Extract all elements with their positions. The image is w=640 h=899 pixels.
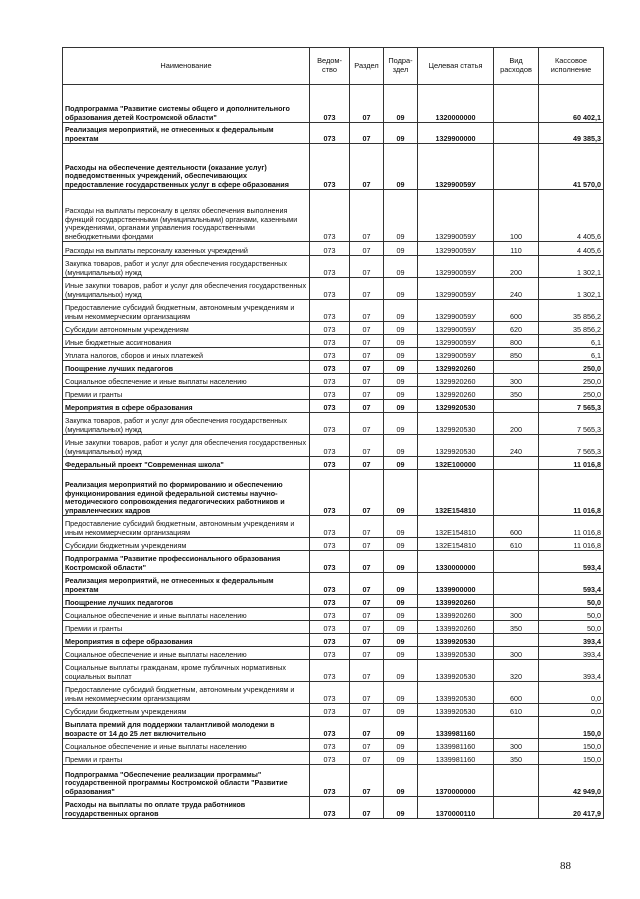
row-name: Иные закупки товаров, работ и услуг для обеспечения государственных (муниципальных) нужд xyxy=(63,435,310,457)
row-expense-type: 200 xyxy=(494,256,539,278)
row-target-article: 1339920260 xyxy=(418,608,494,621)
row-subsection: 09 xyxy=(384,190,418,242)
table-row xyxy=(63,123,604,144)
table-row xyxy=(63,739,604,752)
row-department: 073 xyxy=(310,144,350,190)
row-section: 07 xyxy=(350,335,384,348)
row-name: Социальное обеспечение и иные выплаты населению xyxy=(63,647,310,660)
row-department: 073 xyxy=(310,123,350,144)
row-name: Подпрограмма "Обеспечение реализации программы" государственной программы Костромской области "Развитие образования" xyxy=(63,765,310,797)
row-subsection: 09 xyxy=(384,660,418,682)
row-name: Расходы на выплаты по оплате труда работников государственных органов xyxy=(63,797,310,819)
row-department: 073 xyxy=(310,739,350,752)
table-row xyxy=(63,387,604,400)
row-name: Реализация мероприятий, не отнесенных к федеральным проектам xyxy=(63,123,310,144)
row-section: 07 xyxy=(350,374,384,387)
row-subsection: 09 xyxy=(384,123,418,144)
row-subsection: 09 xyxy=(384,387,418,400)
table-row xyxy=(63,457,604,470)
row-amount: 393,4 xyxy=(539,660,604,682)
row-department: 073 xyxy=(310,752,350,765)
row-department: 073 xyxy=(310,387,350,400)
row-subsection: 09 xyxy=(384,634,418,647)
row-target-article: 132E154810 xyxy=(418,516,494,538)
header-expense-type: Вид расходов xyxy=(494,48,539,85)
row-target-article: 1329920530 xyxy=(418,435,494,457)
row-section: 07 xyxy=(350,752,384,765)
row-department: 073 xyxy=(310,704,350,717)
row-department: 073 xyxy=(310,300,350,322)
row-section: 07 xyxy=(350,387,384,400)
row-amount: 250,0 xyxy=(539,387,604,400)
row-target-article: 1339900000 xyxy=(418,573,494,595)
row-subsection: 09 xyxy=(384,322,418,335)
row-section: 07 xyxy=(350,470,384,516)
row-name: Субсидии бюджетным учреждениям xyxy=(63,704,310,717)
row-target-article: 1339920530 xyxy=(418,682,494,704)
row-target-article: 1329900000 xyxy=(418,123,494,144)
row-amount: 7 565,3 xyxy=(539,413,604,435)
header-section: Раздел xyxy=(350,48,384,85)
row-amount: 11 016,8 xyxy=(539,457,604,470)
row-section: 07 xyxy=(350,144,384,190)
row-section: 07 xyxy=(350,682,384,704)
row-section: 07 xyxy=(350,634,384,647)
table-row xyxy=(63,538,604,551)
row-subsection: 09 xyxy=(384,278,418,300)
table-row xyxy=(63,335,604,348)
row-amount: 35 856,2 xyxy=(539,300,604,322)
table-row xyxy=(63,300,604,322)
row-section: 07 xyxy=(350,400,384,413)
row-subsection: 09 xyxy=(384,682,418,704)
row-target-article: 1339920260 xyxy=(418,621,494,634)
row-name: Премии и гранты xyxy=(63,752,310,765)
row-name: Премии и гранты xyxy=(63,387,310,400)
row-target-article: 132990059У xyxy=(418,144,494,190)
row-department: 073 xyxy=(310,647,350,660)
row-target-article: 132990059У xyxy=(418,190,494,242)
table-row xyxy=(63,752,604,765)
row-subsection: 09 xyxy=(384,538,418,551)
row-expense-type: 110 xyxy=(494,242,539,256)
row-amount: 250,0 xyxy=(539,374,604,387)
table-row xyxy=(63,361,604,374)
row-section: 07 xyxy=(350,278,384,300)
row-section: 07 xyxy=(350,123,384,144)
table-row xyxy=(63,660,604,682)
table-row xyxy=(63,551,604,573)
row-department: 073 xyxy=(310,717,350,739)
row-department: 073 xyxy=(310,374,350,387)
row-section: 07 xyxy=(350,765,384,797)
row-section: 07 xyxy=(350,797,384,819)
row-name: Поощрение лучших педагогов xyxy=(63,595,310,608)
row-subsection: 09 xyxy=(384,765,418,797)
row-department: 073 xyxy=(310,538,350,551)
table-row xyxy=(63,190,604,242)
row-subsection: 09 xyxy=(384,704,418,717)
table-row xyxy=(63,647,604,660)
row-expense-type: 600 xyxy=(494,516,539,538)
row-expense-type: 610 xyxy=(494,538,539,551)
table-row xyxy=(63,278,604,300)
row-amount: 7 565,3 xyxy=(539,400,604,413)
row-section: 07 xyxy=(350,413,384,435)
row-department: 073 xyxy=(310,457,350,470)
row-subsection: 09 xyxy=(384,144,418,190)
row-amount: 250,0 xyxy=(539,361,604,374)
row-department: 073 xyxy=(310,470,350,516)
row-amount: 150,0 xyxy=(539,752,604,765)
row-expense-type xyxy=(494,361,539,374)
row-target-article: 132990059У xyxy=(418,322,494,335)
row-department: 073 xyxy=(310,797,350,819)
row-target-article: 1329920260 xyxy=(418,374,494,387)
row-section: 07 xyxy=(350,322,384,335)
row-amount: 11 016,8 xyxy=(539,516,604,538)
row-department: 073 xyxy=(310,348,350,361)
table-row xyxy=(63,413,604,435)
row-subsection: 09 xyxy=(384,413,418,435)
row-target-article: 132990059У xyxy=(418,348,494,361)
row-subsection: 09 xyxy=(384,752,418,765)
row-target-article: 1329920530 xyxy=(418,400,494,413)
row-department: 073 xyxy=(310,413,350,435)
row-subsection: 09 xyxy=(384,374,418,387)
row-name: Иные закупки товаров, работ и услуг для обеспечения государственных (муниципальных) нужд xyxy=(63,278,310,300)
row-department: 073 xyxy=(310,516,350,538)
row-target-article: 132990059У xyxy=(418,256,494,278)
header-subsection: Подра-здел xyxy=(384,48,418,85)
row-target-article: 1329920260 xyxy=(418,387,494,400)
row-section: 07 xyxy=(350,516,384,538)
row-name: Расходы на выплаты персоналу в целях обеспечения выполнения функций государственными (муниципальными) органами, казенными учреждениями, органами управления государственными внебюджетными фондами xyxy=(63,190,310,242)
row-subsection: 09 xyxy=(384,551,418,573)
row-section: 07 xyxy=(350,190,384,242)
row-expense-type xyxy=(494,797,539,819)
row-department: 073 xyxy=(310,278,350,300)
row-expense-type xyxy=(494,634,539,647)
row-amount: 11 016,8 xyxy=(539,538,604,551)
row-name: Закупка товаров, работ и услуг для обеспечения государственных (муниципальных) нужд xyxy=(63,256,310,278)
row-section: 07 xyxy=(350,621,384,634)
row-target-article: 1320000000 xyxy=(418,85,494,123)
row-target-article: 1339981160 xyxy=(418,739,494,752)
table-row xyxy=(63,634,604,647)
table-row xyxy=(63,400,604,413)
row-target-article: 1329920530 xyxy=(418,413,494,435)
row-subsection: 09 xyxy=(384,516,418,538)
row-amount: 593,4 xyxy=(539,551,604,573)
row-target-article: 1339920530 xyxy=(418,660,494,682)
table-row xyxy=(63,470,604,516)
row-expense-type: 350 xyxy=(494,621,539,634)
table-row xyxy=(63,144,604,190)
table-row xyxy=(63,435,604,457)
row-amount: 6,1 xyxy=(539,348,604,361)
row-amount: 42 949,0 xyxy=(539,765,604,797)
row-expense-type xyxy=(494,573,539,595)
row-subsection: 09 xyxy=(384,242,418,256)
row-amount: 4 405,6 xyxy=(539,190,604,242)
row-subsection: 09 xyxy=(384,335,418,348)
budget-table xyxy=(62,47,604,819)
row-target-article: 1370000000 xyxy=(418,765,494,797)
table-row xyxy=(63,256,604,278)
header-department: Ведом-ство xyxy=(310,48,350,85)
row-expense-type: 610 xyxy=(494,704,539,717)
row-name: Предоставление субсидий бюджетным, автономным учреждениям и иным некоммерческим организациям xyxy=(63,516,310,538)
row-name: Мероприятия в сфере образования xyxy=(63,400,310,413)
row-expense-type xyxy=(494,85,539,123)
table-row xyxy=(63,765,604,797)
row-expense-type xyxy=(494,144,539,190)
row-amount: 7 565,3 xyxy=(539,435,604,457)
row-target-article: 1339920530 xyxy=(418,704,494,717)
row-amount: 20 417,9 xyxy=(539,797,604,819)
table-row xyxy=(63,717,604,739)
table-row xyxy=(63,85,604,123)
row-target-article: 132990059У xyxy=(418,300,494,322)
row-name: Подпрограмма "Развитие системы общего и дополнительного образования детей Костромской области" xyxy=(63,85,310,123)
row-subsection: 09 xyxy=(384,621,418,634)
table-row xyxy=(63,322,604,335)
row-expense-type xyxy=(494,123,539,144)
header-target-article: Целевая статья xyxy=(418,48,494,85)
row-target-article: 1339920530 xyxy=(418,634,494,647)
row-expense-type: 350 xyxy=(494,387,539,400)
row-expense-type xyxy=(494,470,539,516)
row-subsection: 09 xyxy=(384,647,418,660)
row-amount: 4 405,6 xyxy=(539,242,604,256)
row-department: 073 xyxy=(310,621,350,634)
row-amount: 1 302,1 xyxy=(539,278,604,300)
row-target-article: 1339920260 xyxy=(418,595,494,608)
row-department: 073 xyxy=(310,335,350,348)
row-subsection: 09 xyxy=(384,457,418,470)
row-expense-type xyxy=(494,400,539,413)
row-department: 073 xyxy=(310,322,350,335)
row-name: Премии и гранты xyxy=(63,621,310,634)
row-amount: 35 856,2 xyxy=(539,322,604,335)
row-expense-type xyxy=(494,457,539,470)
row-section: 07 xyxy=(350,704,384,717)
row-subsection: 09 xyxy=(384,435,418,457)
row-expense-type: 100 xyxy=(494,190,539,242)
row-amount: 0,0 xyxy=(539,704,604,717)
row-section: 07 xyxy=(350,457,384,470)
row-amount: 41 570,0 xyxy=(539,144,604,190)
row-subsection: 09 xyxy=(384,400,418,413)
row-expense-type: 200 xyxy=(494,413,539,435)
row-amount: 0,0 xyxy=(539,682,604,704)
row-amount: 50,0 xyxy=(539,595,604,608)
row-subsection: 09 xyxy=(384,470,418,516)
row-department: 073 xyxy=(310,634,350,647)
row-name: Подпрограмма "Развитие профессионального образования Костромской области" xyxy=(63,551,310,573)
row-name: Социальное обеспечение и иные выплаты населению xyxy=(63,374,310,387)
table-row xyxy=(63,348,604,361)
row-amount: 1 302,1 xyxy=(539,256,604,278)
row-amount: 11 016,8 xyxy=(539,470,604,516)
row-expense-type: 300 xyxy=(494,647,539,660)
row-section: 07 xyxy=(350,361,384,374)
table-row xyxy=(63,608,604,621)
row-section: 07 xyxy=(350,85,384,123)
row-amount: 150,0 xyxy=(539,717,604,739)
row-target-article: 132E154810 xyxy=(418,538,494,551)
row-department: 073 xyxy=(310,242,350,256)
row-name: Поощрение лучших педагогов xyxy=(63,361,310,374)
table-row xyxy=(63,573,604,595)
row-section: 07 xyxy=(350,256,384,278)
row-expense-type xyxy=(494,765,539,797)
row-target-article: 1370000110 xyxy=(418,797,494,819)
row-section: 07 xyxy=(350,647,384,660)
row-expense-type xyxy=(494,551,539,573)
row-subsection: 09 xyxy=(384,348,418,361)
row-subsection: 09 xyxy=(384,608,418,621)
row-department: 073 xyxy=(310,573,350,595)
row-target-article: 132990059У xyxy=(418,278,494,300)
row-target-article: 1329920260 xyxy=(418,361,494,374)
row-target-article: 132E100000 xyxy=(418,457,494,470)
row-section: 07 xyxy=(350,595,384,608)
row-subsection: 09 xyxy=(384,256,418,278)
row-expense-type: 240 xyxy=(494,278,539,300)
row-subsection: 09 xyxy=(384,797,418,819)
row-subsection: 09 xyxy=(384,595,418,608)
row-section: 07 xyxy=(350,608,384,621)
row-amount: 150,0 xyxy=(539,739,604,752)
row-expense-type: 320 xyxy=(494,660,539,682)
row-department: 073 xyxy=(310,256,350,278)
row-name: Мероприятия в сфере образования xyxy=(63,634,310,647)
row-target-article: 1339981160 xyxy=(418,717,494,739)
row-expense-type: 300 xyxy=(494,608,539,621)
row-subsection: 09 xyxy=(384,85,418,123)
row-subsection: 09 xyxy=(384,717,418,739)
row-name: Предоставление субсидий бюджетным, автономным учреждениям и иным некоммерческим организациям xyxy=(63,300,310,322)
row-department: 073 xyxy=(310,551,350,573)
row-amount: 50,0 xyxy=(539,608,604,621)
row-target-article: 132990059У xyxy=(418,335,494,348)
row-amount: 49 385,3 xyxy=(539,123,604,144)
row-expense-type xyxy=(494,717,539,739)
row-department: 073 xyxy=(310,660,350,682)
row-subsection: 09 xyxy=(384,361,418,374)
row-name: Субсидии автономным учреждениям xyxy=(63,322,310,335)
table-row xyxy=(63,374,604,387)
row-department: 073 xyxy=(310,400,350,413)
table-row xyxy=(63,797,604,819)
row-target-article: 1339981160 xyxy=(418,752,494,765)
row-name: Социальное обеспечение и иные выплаты населению xyxy=(63,739,310,752)
header-name: Наименование xyxy=(63,48,310,85)
row-target-article: 1339920530 xyxy=(418,647,494,660)
row-subsection: 09 xyxy=(384,573,418,595)
table-row xyxy=(63,516,604,538)
row-section: 07 xyxy=(350,435,384,457)
row-section: 07 xyxy=(350,573,384,595)
row-section: 07 xyxy=(350,739,384,752)
row-section: 07 xyxy=(350,717,384,739)
row-expense-type: 350 xyxy=(494,752,539,765)
row-name: Расходы на выплаты персоналу казенных учреждений xyxy=(63,242,310,256)
row-expense-type: 600 xyxy=(494,300,539,322)
row-name: Выплата премий для поддержки талантливой молодежи в возрасте от 14 до 25 лет включительно xyxy=(63,717,310,739)
row-amount: 393,4 xyxy=(539,634,604,647)
row-department: 073 xyxy=(310,608,350,621)
row-amount: 593,4 xyxy=(539,573,604,595)
header-cash-execution: Кассовое исполнение xyxy=(539,48,604,85)
budget-table-sheet xyxy=(62,47,603,819)
row-amount: 50,0 xyxy=(539,621,604,634)
row-expense-type: 850 xyxy=(494,348,539,361)
table-row xyxy=(63,242,604,256)
row-expense-type xyxy=(494,595,539,608)
row-department: 073 xyxy=(310,595,350,608)
row-expense-type: 620 xyxy=(494,322,539,335)
row-department: 073 xyxy=(310,682,350,704)
row-section: 07 xyxy=(350,538,384,551)
row-name: Уплата налогов, сборов и иных платежей xyxy=(63,348,310,361)
row-section: 07 xyxy=(350,242,384,256)
table-header-row xyxy=(63,48,604,85)
row-expense-type: 240 xyxy=(494,435,539,457)
row-amount: 60 402,1 xyxy=(539,85,604,123)
table-row xyxy=(63,621,604,634)
row-expense-type: 300 xyxy=(494,374,539,387)
table-row xyxy=(63,595,604,608)
table-row xyxy=(63,704,604,717)
row-amount: 393,4 xyxy=(539,647,604,660)
row-target-article: 1330000000 xyxy=(418,551,494,573)
row-department: 073 xyxy=(310,85,350,123)
row-section: 07 xyxy=(350,300,384,322)
row-name: Федеральный проект "Современная школа" xyxy=(63,457,310,470)
row-department: 073 xyxy=(310,190,350,242)
row-name: Субсидии бюджетным учреждениям xyxy=(63,538,310,551)
row-name: Закупка товаров, работ и услуг для обеспечения государственных (муниципальных) нужд xyxy=(63,413,310,435)
row-name: Расходы на обеспечение деятельности (оказание услуг) подведомственных учреждений, обеспечивающих предоставление государственных услуг в сфере образования xyxy=(63,144,310,190)
row-section: 07 xyxy=(350,348,384,361)
row-name: Социальные выплаты гражданам, кроме публичных нормативных социальных выплат xyxy=(63,660,310,682)
row-name: Реализация мероприятий по формированию и обеспечению функционирования единой федеральной системы научно-методического сопровождения педагогических работников и управленческих кадров xyxy=(63,470,310,516)
row-amount: 6,1 xyxy=(539,335,604,348)
row-name: Социальное обеспечение и иные выплаты населению xyxy=(63,608,310,621)
row-section: 07 xyxy=(350,551,384,573)
row-department: 073 xyxy=(310,435,350,457)
row-department: 073 xyxy=(310,361,350,374)
row-target-article: 132990059У xyxy=(418,242,494,256)
row-name: Иные бюджетные ассигнования xyxy=(63,335,310,348)
row-name: Реализация мероприятий, не отнесенных к федеральным проектам xyxy=(63,573,310,595)
row-target-article: 132E154810 xyxy=(418,470,494,516)
row-subsection: 09 xyxy=(384,739,418,752)
row-subsection: 09 xyxy=(384,300,418,322)
row-expense-type: 600 xyxy=(494,682,539,704)
row-expense-type: 800 xyxy=(494,335,539,348)
page-number: 88 xyxy=(560,860,571,872)
row-department: 073 xyxy=(310,765,350,797)
row-section: 07 xyxy=(350,660,384,682)
table-row xyxy=(63,682,604,704)
row-expense-type: 300 xyxy=(494,739,539,752)
row-name: Предоставление субсидий бюджетным, автономным учреждениям и иным некоммерческим организациям xyxy=(63,682,310,704)
